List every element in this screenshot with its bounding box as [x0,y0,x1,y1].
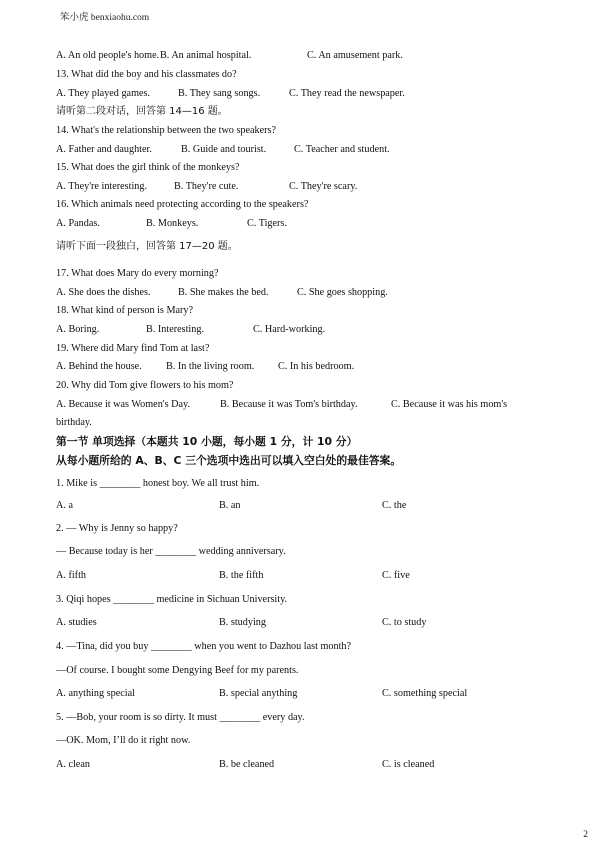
answer-option: B. special anything [219,688,298,699]
answer-option: A. An old people's home. [56,50,160,61]
instruction-text: 请听第二段对话，回答第 14—16 题。 [56,106,228,117]
answer-option: C. They read the newspaper. [289,88,405,99]
instruction-text: 请听下面一段独白，回答第 17—20 题。 [56,241,238,252]
question-text: 20. Why did Tom give flowers to his mom? [56,380,234,391]
answer-option: C. Teacher and student. [294,144,390,155]
page-number: 2 [583,830,588,840]
answer-option: A. They played games. [56,88,151,99]
answer-option: B. They're cute. [174,181,239,192]
answer-option: A. Behind the house. [56,361,142,372]
answer-option: B. An animal hospital. [160,50,252,61]
question-text: 17. What does Mary do every morning? [56,268,219,279]
question-text: 16. Which animals need protecting according to the speakers? [56,199,309,210]
answer-option: B. In the living room. [166,361,255,372]
answer-option: A. Pandas. [56,218,100,229]
answer-option: A. clean [56,759,90,770]
question-text: — Because today is her ________ wedding anniversary. [56,546,286,557]
answer-option: C. is cleaned [382,759,435,770]
section-heading: 第一节 单项选择（本题共 10 小题，每小题 1 分，计 10 分） [56,435,358,448]
question-text: 4. —Tina, did you buy ________ when you went to Dazhou last month? [56,641,352,652]
answer-option: C. the [382,500,407,511]
answer-option: A. She does the dishes. [56,287,151,298]
question-text: 15. What does the girl think of the monkeys? [56,162,240,173]
question-text: 13. What did the boy and his classmates do? [56,69,237,80]
answer-option: C. Tigers. [247,218,287,229]
answer-option: C. In his bedroom. [278,361,355,372]
answer-option: C. something special [382,688,468,699]
answer-option: C. She goes shopping. [297,287,388,298]
answer-option: A. Father and daughter. [56,144,152,155]
answer-option: B. an [219,500,241,511]
question-text: 14. What's the relationship between the two speakers? [56,125,277,136]
answer-option: A. Boring. [56,324,100,335]
question-text: —Of course. I bought some Dengying Beef for my parents. [56,665,299,676]
answer-option: A. a [56,500,73,511]
answer-option: C. They're scary. [289,181,358,192]
answer-option: B. They sang songs. [178,88,261,99]
answer-option: A. Because it was Women's Day. [56,399,190,410]
question-text: birthday. [56,417,92,428]
answer-option: A. anything special [56,688,135,699]
answer-option: B. be cleaned [219,759,275,770]
answer-option: B. Monkeys. [146,218,199,229]
question-text: 19. Where did Mary find Tom at last? [56,343,210,354]
question-text: 18. What kind of person is Mary? [56,305,194,316]
answer-option: C. five [382,570,410,581]
question-text: 3. Qiqi hopes ________ medicine in Sichuan University. [56,594,288,605]
answer-option: A. studies [56,617,97,628]
answer-option: C. Hard-working. [253,324,326,335]
answer-option: B. studying [219,617,266,628]
question-text: —OK. Mom, I’ll do it right now. [56,735,191,746]
answer-option: A. They're interesting. [56,181,148,192]
section-heading: 从每小题所给的 A、B、C 三个选项中选出可以填入空白处的最佳答案。 [56,454,402,467]
answer-option: B. She makes the bed. [178,287,269,298]
answer-option: B. Interesting. [146,324,205,335]
question-text: 1. Mike is ________ honest boy. We all trust him. [56,478,260,489]
question-text: 2. — Why is Jenny so happy? [56,523,178,534]
answer-option: A. fifth [56,570,86,581]
answer-option: C. Because it was his mom's [391,399,508,410]
question-text: 5. —Bob, your room is so dirty. It must ________ every day. [56,712,305,723]
answer-option: B. Guide and tourist. [181,144,267,155]
answer-option: B. Because it was Tom's birthday. [220,399,358,410]
answer-option: C. to study [382,617,427,628]
answer-option: C. An amusement park. [307,50,403,61]
answer-option: B. the fifth [219,570,264,581]
site-header: 笨小虎 benxiaohu.com [60,13,150,23]
